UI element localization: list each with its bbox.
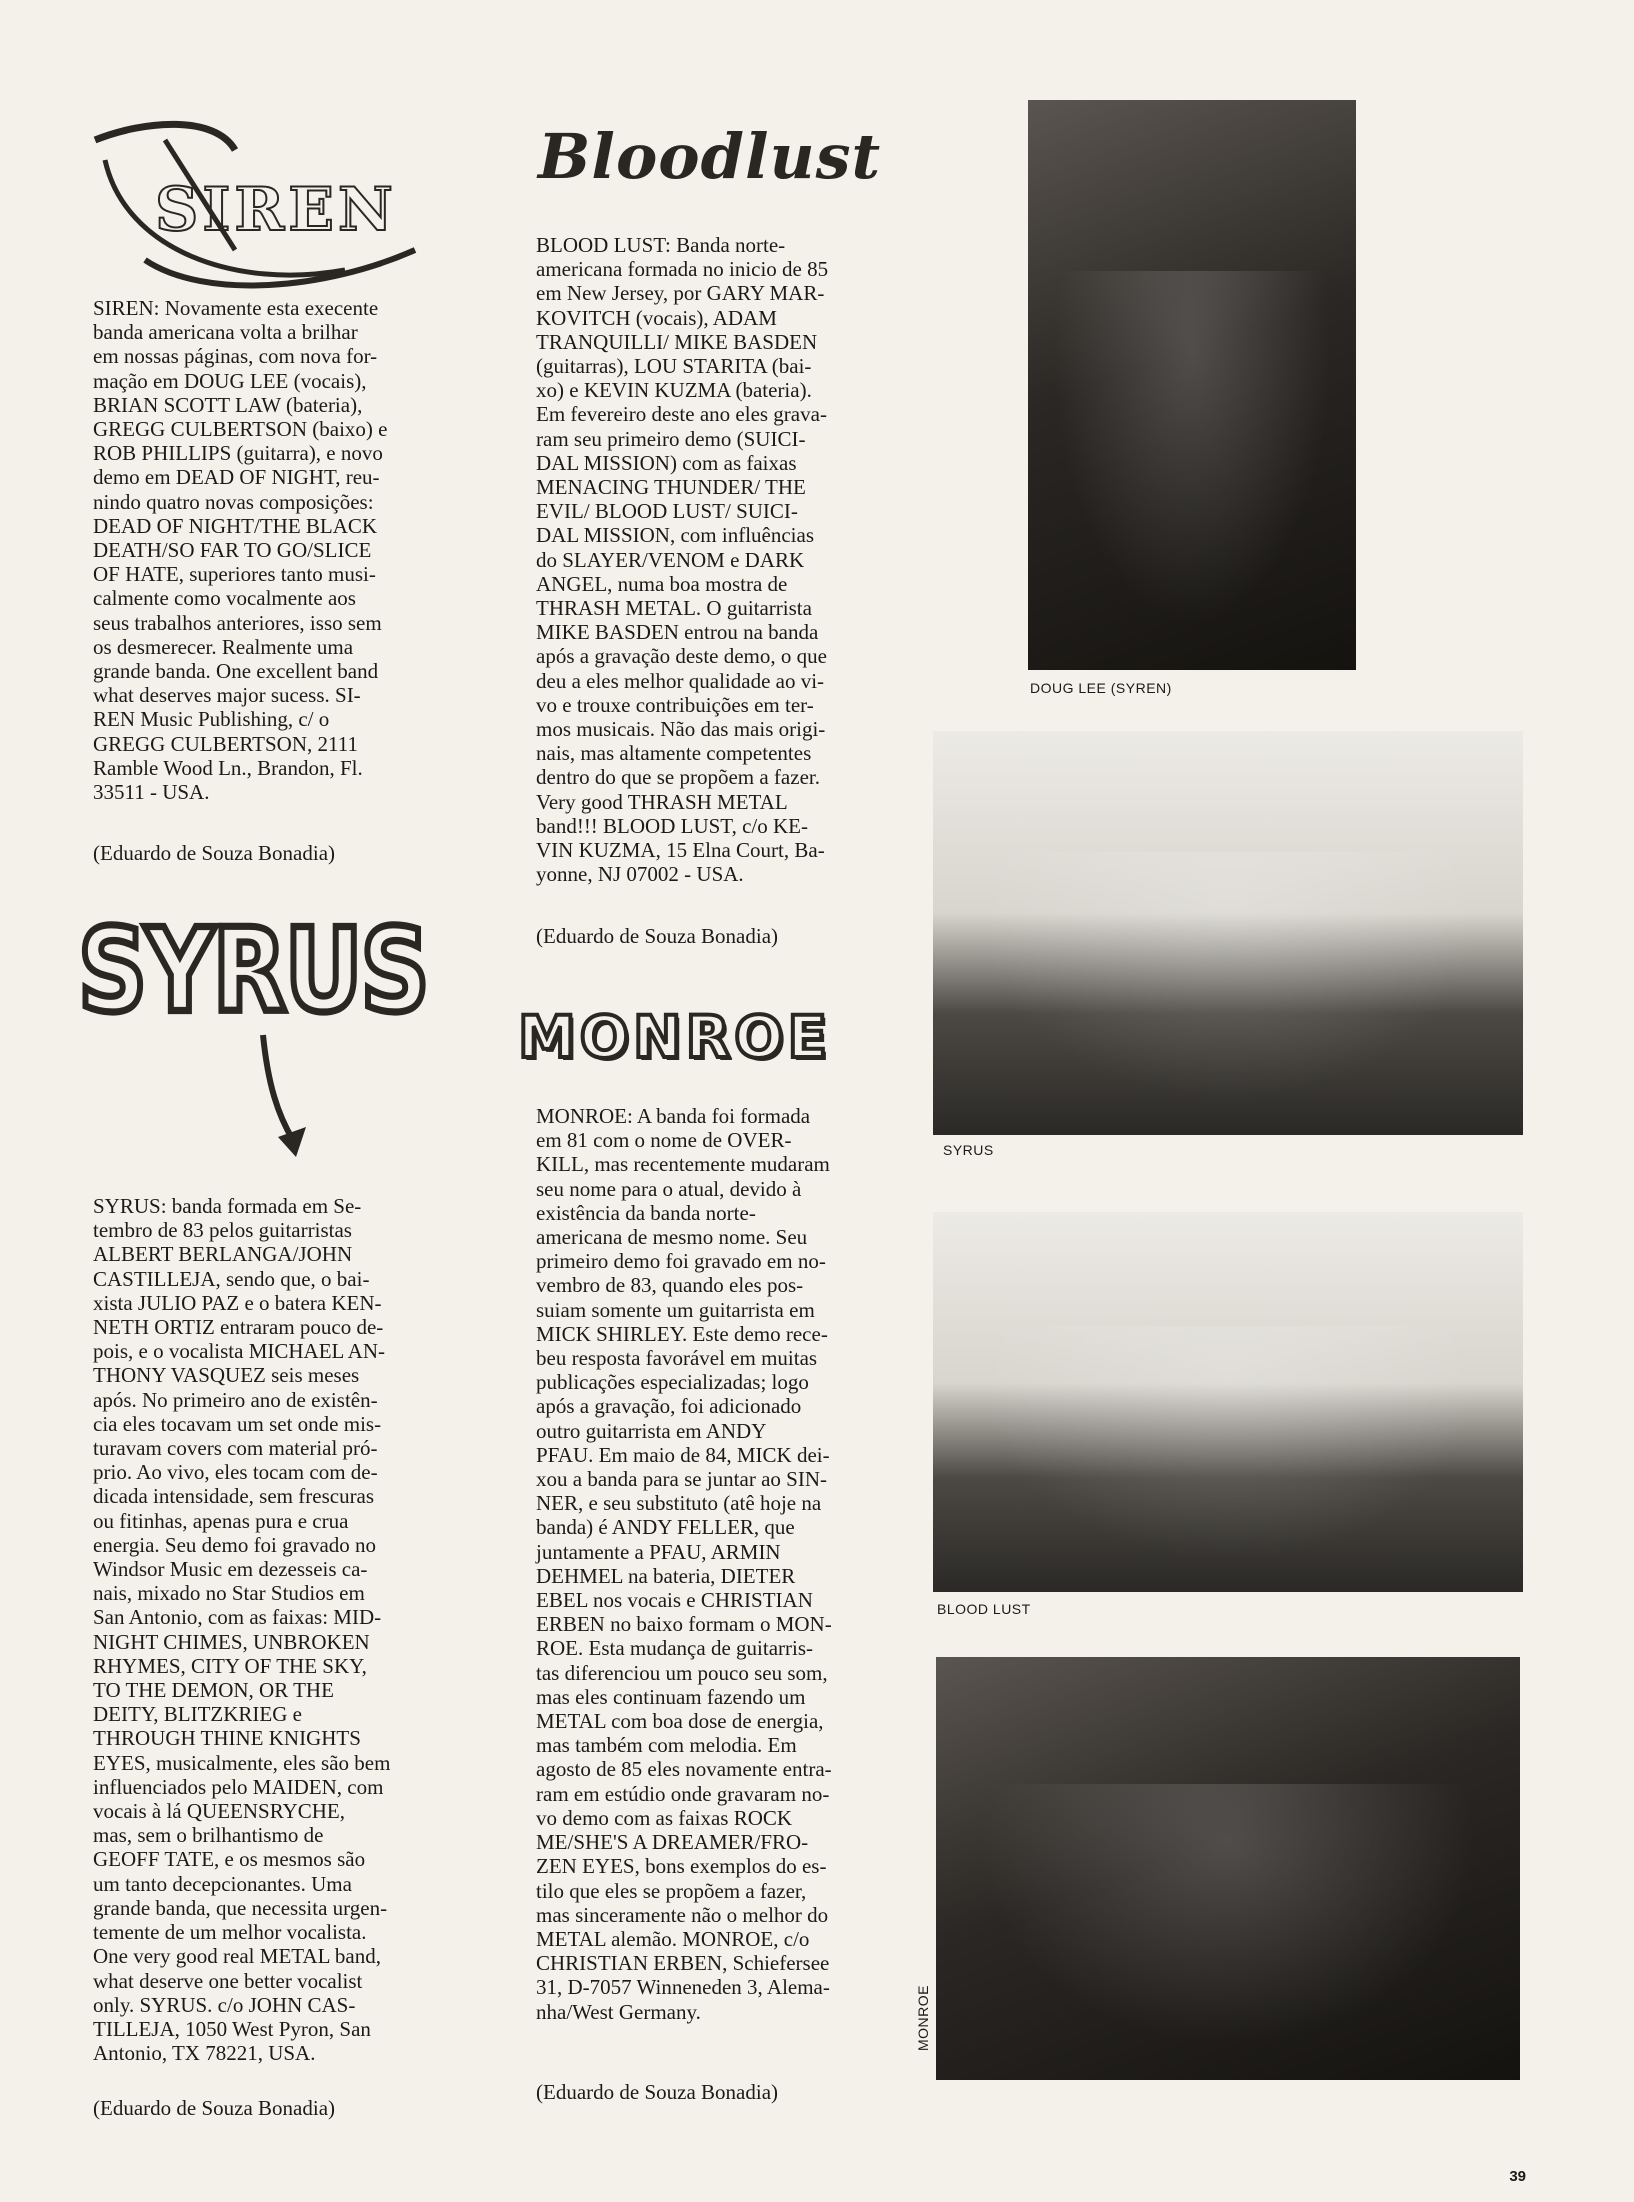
text-line: San Antonio, com as faixas: MID- xyxy=(93,1605,382,1630)
syrus-logo-text: SYRUS xyxy=(78,903,428,1039)
text-line: publicações especializadas; logo xyxy=(536,1370,809,1395)
text-line: vembro de 83, quando eles pos- xyxy=(536,1273,804,1298)
text-line: DEATH/SO FAR TO GO/SLICE xyxy=(93,538,372,563)
text-line: MIKE BASDEN entrou na banda xyxy=(536,620,819,645)
text-line: KILL, mas recentemente mudaram xyxy=(536,1152,830,1177)
text-line: temente de um melhor vocalista. xyxy=(93,1920,367,1945)
text-line: após a gravação, foi adicionado xyxy=(536,1394,802,1419)
text-line: CASTILLEJA, sendo que, o bai- xyxy=(93,1266,370,1291)
text-line: THROUGH THINE KNIGHTS xyxy=(93,1726,361,1751)
text-line: One very good real METAL band, xyxy=(93,1944,381,1969)
syrus-caption: SYRUS xyxy=(943,1142,994,1158)
text-line: calmente como vocalmente aos xyxy=(93,586,356,611)
bloodlust-article xyxy=(536,233,874,886)
text-line: DEAD OF NIGHT/THE BLACK xyxy=(93,513,378,538)
text-line: GREGG CULBERTSON, 2111 xyxy=(93,731,358,756)
text-line: turavam covers com material pró- xyxy=(93,1436,378,1461)
text-line: 33511 - USA. xyxy=(93,780,210,805)
text-line: OF HATE, superiores tanto musi- xyxy=(93,562,376,587)
text-line: dentro do que se propõem a fazer. xyxy=(536,765,820,790)
text-line: outro guitarrista em ANDY xyxy=(536,1418,767,1443)
text-line: EVIL/ BLOOD LUST/ SUICI- xyxy=(536,499,798,524)
bloodlust-credit: (Eduardo de Souza Bonadia) xyxy=(536,924,779,948)
text-line: mação em DOUG LEE (vocais), xyxy=(93,368,367,393)
siren-logo xyxy=(85,100,440,290)
text-line: após. No primeiro ano de existên- xyxy=(93,1387,378,1412)
siren-logo-text: SIREN xyxy=(155,175,397,245)
syrus-credit: (Eduardo de Souza Bonadia) xyxy=(93,2096,336,2120)
text-line: xou a banda para se juntar ao SIN- xyxy=(536,1467,827,1492)
text-line: agosto de 85 eles novamente entra- xyxy=(536,1757,832,1782)
text-line: ram em estúdio onde gravaram no- xyxy=(536,1781,830,1806)
text-line: TRANQUILLI/ MIKE BASDEN xyxy=(536,329,818,354)
doug-lee-caption: DOUG LEE (SYREN) xyxy=(1030,680,1172,696)
text-line: vo demo com as faixas ROCK xyxy=(536,1805,793,1830)
doug-lee-photo xyxy=(1028,100,1356,670)
text-line: Ramble Wood Ln., Brandon, Fl. xyxy=(93,755,363,780)
text-line: what deserves major sucess. SI- xyxy=(93,683,361,708)
text-line: grande banda. One excellent band xyxy=(93,659,379,684)
devil-tail-icon xyxy=(78,903,428,1165)
text-line: DEITY, BLITZKRIEG e xyxy=(93,1702,302,1727)
text-line: um tanto decepcionantes. Uma xyxy=(93,1871,352,1896)
text-line: THONY VASQUEZ seis meses xyxy=(93,1363,360,1388)
text-line: em nossas páginas, com nova for- xyxy=(93,344,378,369)
text-line: seus trabalhos anteriores, isso sem xyxy=(93,610,382,635)
text-line: RHYMES, CITY OF THE SKY, xyxy=(93,1653,367,1678)
text-line: dicada intensidade, sem frescuras xyxy=(93,1484,375,1509)
text-line: ROB PHILLIPS (guitarra), e novo xyxy=(93,441,383,466)
text-line: NETH ORTIZ entraram pouco de- xyxy=(93,1315,384,1340)
text-line: ZEN EYES, bons exemplos do es- xyxy=(536,1854,827,1879)
text-line: MONROE: A banda foi formada xyxy=(536,1104,811,1128)
text-line: what deserve one better vocalist xyxy=(93,1968,363,1993)
text-line: ram seu primeiro demo (SUICI- xyxy=(536,426,806,451)
blood-lust-caption: BLOOD LUST xyxy=(937,1601,1031,1617)
text-line: SIREN: Novamente esta execente xyxy=(93,296,379,320)
text-line: Windsor Music em dezesseis ca- xyxy=(93,1557,368,1582)
text-line: tembro de 83 pelos guitarristas xyxy=(93,1218,352,1243)
text-line: tas diferenciou um pouco seu som, xyxy=(536,1660,828,1685)
text-line: ERBEN no baixo formam o MON- xyxy=(536,1612,832,1637)
text-line: VIN KUZMA, 15 Elna Court, Ba- xyxy=(536,838,825,863)
text-line: deu a eles melhor qualidade ao vi- xyxy=(536,668,825,693)
text-line: Antonio, TX 78221, USA. xyxy=(93,2041,316,2066)
text-line: do SLAYER/VENOM e DARK xyxy=(536,547,805,572)
bloodlust-logo: Bloodlust xyxy=(538,120,882,193)
text-line: MENACING THUNDER/ THE xyxy=(536,475,806,500)
monroe-article xyxy=(536,1104,874,2024)
text-line: demo em DEAD OF NIGHT, reu- xyxy=(93,465,380,490)
text-line: prio. Ao vivo, eles tocam com de- xyxy=(93,1460,378,1485)
text-line: Em fevereiro deste ano eles grava- xyxy=(536,402,827,427)
text-line: xo) e KEVIN KUZMA (bateria). xyxy=(536,378,812,403)
text-line: existência da banda norte- xyxy=(536,1200,756,1225)
text-line: band!!! BLOOD LUST, c/o KE- xyxy=(536,813,808,838)
syrus-logo xyxy=(78,903,428,1165)
text-line: DEHMEL na bateria, DIETER xyxy=(536,1563,796,1588)
text-line: REN Music Publishing, c/ o xyxy=(93,707,330,732)
text-line: vocais à lá QUEENSRYCHE, xyxy=(93,1799,345,1824)
text-line: EBEL nos vocais e CHRISTIAN xyxy=(536,1588,813,1613)
text-line: DAL MISSION, com influências xyxy=(536,523,815,548)
text-line: KOVITCH (vocais), ADAM xyxy=(536,305,777,330)
text-line: juntamente a PFAU, ARMIN xyxy=(536,1539,781,1564)
text-line: seu nome para o atual, devido à xyxy=(536,1176,802,1201)
syrus-article xyxy=(93,1194,429,2065)
text-line: mos musicais. Não das mais origi- xyxy=(536,717,826,742)
text-line: 31, D-7057 Winneneden 3, Alema- xyxy=(536,1975,830,2000)
text-line: americana formada no inicio de 85 xyxy=(536,257,829,282)
text-line: ROE. Esta mudança de guitarris- xyxy=(536,1636,813,1661)
text-line: os desmerecer. Realmente uma xyxy=(93,634,354,659)
text-line: ALBERT BERLANGA/JOHN xyxy=(93,1242,353,1267)
monroe-caption: MONROE xyxy=(915,1985,931,2051)
text-line: GREGG CULBERTSON (baixo) e xyxy=(93,417,388,442)
text-line: ANGEL, numa boa mostra de xyxy=(536,571,788,596)
text-line: TILLEJA, 1050 West Pyron, San xyxy=(93,2016,371,2041)
text-line: beu resposta favorável em muitas xyxy=(536,1346,818,1371)
siren-credit: (Eduardo de Souza Bonadia) xyxy=(93,841,336,865)
text-line: PFAU. Em maio de 84, MICK dei- xyxy=(536,1442,830,1467)
text-line: MICK SHIRLEY. Este demo rece- xyxy=(536,1321,828,1346)
page-number: 39 xyxy=(1509,2168,1526,2185)
text-line: BRIAN SCOTT LAW (bateria), xyxy=(93,392,363,417)
text-line: banda americana volta a brilhar xyxy=(93,320,358,345)
siren-article xyxy=(93,296,429,804)
monroe-credit: (Eduardo de Souza Bonadia) xyxy=(536,2080,779,2104)
text-line: primeiro demo foi gravado em no- xyxy=(536,1249,826,1274)
text-line: METAL alemão. MONROE, c/o xyxy=(536,1926,810,1951)
text-line: nha/West Germany. xyxy=(536,1999,701,2024)
blood-lust-photo xyxy=(933,1212,1523,1592)
text-line: banda) é ANDY FELLER, que xyxy=(536,1515,795,1540)
text-line: mas, sem o brilhantismo de xyxy=(93,1823,324,1848)
text-line: ME/SHE'S A DREAMER/FRO- xyxy=(536,1830,809,1855)
text-line: mas também com melodia. Em xyxy=(536,1733,797,1758)
text-line: SYRUS: banda formada em Se- xyxy=(93,1194,362,1218)
monroe-logo: MONROE xyxy=(518,1003,832,1071)
text-line: grande banda, que necessita urgen- xyxy=(93,1895,388,1920)
text-line: mas sinceramente não o melhor do xyxy=(536,1902,829,1927)
text-line: BLOOD LUST: Banda norte- xyxy=(536,233,786,257)
text-line: americana de mesmo nome. Seu xyxy=(536,1225,808,1250)
text-line: em New Jersey, por GARY MAR- xyxy=(536,281,825,306)
text-line: ou fitinhas, apenas pura e crua xyxy=(93,1508,349,1533)
text-line: cia eles tocavam um set onde mis- xyxy=(93,1411,382,1436)
text-line: Very good THRASH METAL xyxy=(536,789,788,814)
text-line: yonne, NJ 07002 - USA. xyxy=(536,862,744,887)
text-line: CHRISTIAN ERBEN, Schiefersee xyxy=(536,1951,830,1976)
monroe-photo xyxy=(936,1657,1520,2080)
text-line: após a gravação deste demo, o que xyxy=(536,644,827,669)
text-line: em 81 com o nome de OVER- xyxy=(536,1128,792,1153)
text-line: EYES, musicalmente, eles são bem xyxy=(93,1750,391,1775)
text-line: nindo quatro novas composições: xyxy=(93,489,374,514)
text-line: nais, mas altamente competentes xyxy=(536,741,812,766)
text-line: energia. Seu demo foi gravado no xyxy=(93,1532,377,1557)
text-line: (guitarras), LOU STARITA (bai- xyxy=(536,354,812,379)
text-line: NER, e seu substituto (atê hoje na xyxy=(536,1491,822,1516)
text-line: tilo que eles se propõem a fazer, xyxy=(536,1878,807,1903)
text-line: THRASH METAL. O guitarrista xyxy=(536,596,812,621)
text-line: pois, e o vocalista MICHAEL AN- xyxy=(93,1339,386,1364)
text-line: only. SYRUS. c/o JOHN CAS- xyxy=(93,1992,356,2017)
text-line: xista JULIO PAZ e o batera KEN- xyxy=(93,1290,382,1315)
text-line: suiam somente um guitarrista em xyxy=(536,1297,815,1322)
text-line: METAL com boa dose de energia, xyxy=(536,1709,824,1734)
text-line: vo e trouxe contribuições em ter- xyxy=(536,692,814,717)
text-line: DAL MISSION) com as faixas xyxy=(536,450,797,475)
text-line: nais, mixado no Star Studios em xyxy=(93,1581,365,1606)
text-line: influenciados pelo MAIDEN, com xyxy=(93,1774,384,1799)
text-line: mas eles continuam fazendo um xyxy=(536,1684,806,1709)
text-line: GEOFF TATE, e os mesmos são xyxy=(93,1847,366,1872)
text-line: TO THE DEMON, OR THE xyxy=(93,1678,334,1703)
text-line: NIGHT CHIMES, UNBROKEN xyxy=(93,1629,370,1654)
syrus-photo xyxy=(933,731,1523,1135)
